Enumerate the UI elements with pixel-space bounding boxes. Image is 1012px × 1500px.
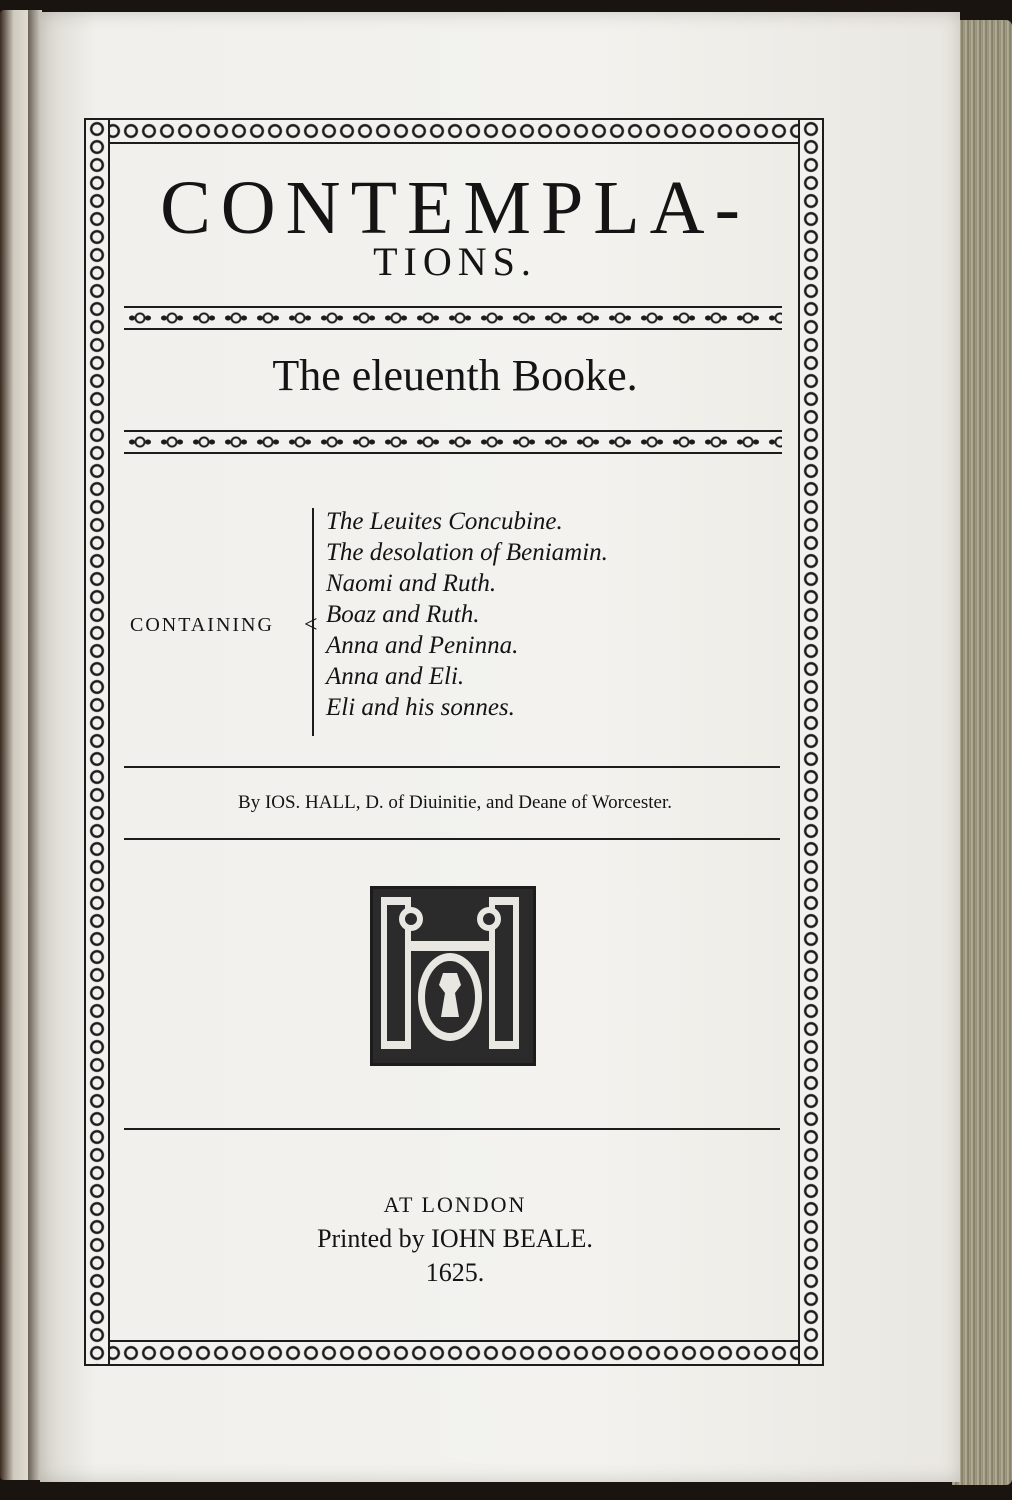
list-item: Anna and Peninna. xyxy=(326,632,519,659)
ornament-band-lower xyxy=(124,430,782,454)
imprint-place: AT LONDON xyxy=(383,1192,527,1217)
book-title: The eleuenth Booke. xyxy=(272,351,638,400)
contents-list xyxy=(326,506,608,723)
page-edges xyxy=(952,20,1012,1485)
printers-device-icon xyxy=(370,886,536,1066)
list-item: Anna and Eli. xyxy=(326,663,465,690)
frame-border-top xyxy=(84,118,824,144)
list-item: Naomi and Ruth. xyxy=(326,570,497,597)
imprint-year: 1625. xyxy=(425,1258,485,1287)
frame-border-left xyxy=(84,118,110,1366)
brace-tip: < xyxy=(304,612,318,638)
list-item: Eli and his sonnes. xyxy=(326,694,515,721)
rule xyxy=(124,1128,780,1130)
rule xyxy=(124,838,780,840)
title-line-1: CONTEMPLA- xyxy=(160,166,750,250)
author-byline: By IOS. HALL, D. of Diuinitie, and Deane of Worcester. xyxy=(238,792,672,813)
rule xyxy=(124,766,780,768)
imprint xyxy=(110,1188,800,1290)
frame-border-right xyxy=(798,118,824,1366)
list-item: The Leuites Concubine. xyxy=(326,508,563,535)
title-line-2: TIONS. xyxy=(373,239,537,284)
containing-label: CONTAINING xyxy=(130,614,274,636)
printers-device-graphic xyxy=(373,889,527,1057)
ornament-band-upper xyxy=(124,306,782,330)
list-item: Boaz and Ruth. xyxy=(326,601,480,628)
list-item: The desolation of Beniamin. xyxy=(326,539,608,566)
imprint-printer: Printed by IOHN BEALE. xyxy=(317,1224,593,1253)
frame-border-bottom xyxy=(84,1340,824,1366)
